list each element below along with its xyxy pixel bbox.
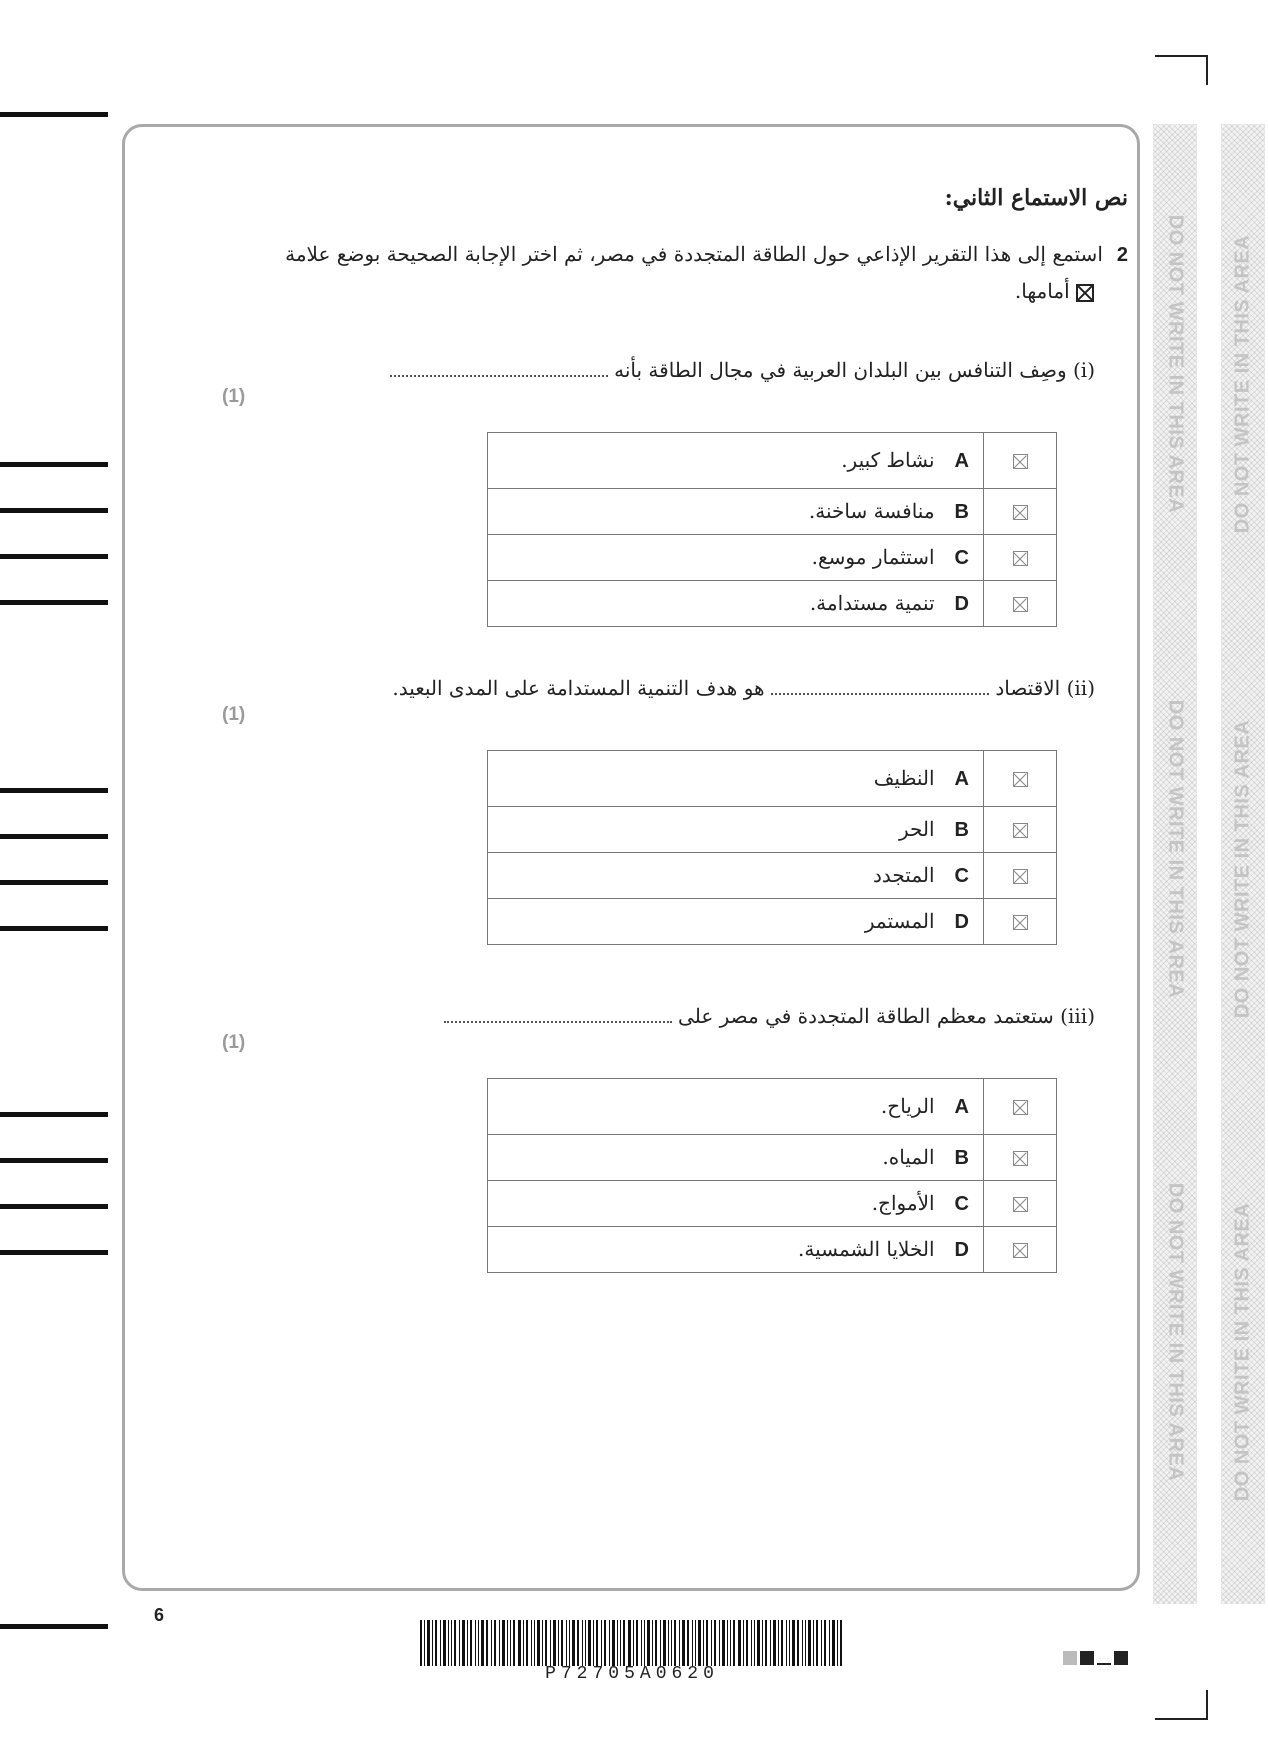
option-text-cell — [488, 535, 984, 581]
option-letter: B — [954, 1147, 969, 1169]
question-stem — [268, 236, 1128, 309]
option-text: نشاط كبير. — [841, 448, 935, 472]
no-write-strip-inner — [1153, 124, 1197, 1604]
option-text: منافسة ساخنة. — [808, 499, 935, 523]
option-row[interactable] — [488, 489, 1057, 535]
option-checkbox-cell[interactable] — [984, 853, 1057, 899]
crossed-box-icon[interactable] — [1013, 1100, 1028, 1115]
question-line-1 — [268, 236, 1128, 273]
part-iii-marks: (1) — [222, 1032, 246, 1053]
part-iii-options — [487, 1078, 1057, 1273]
crossed-box-icon[interactable] — [1013, 1243, 1028, 1258]
no-write-label: DO NOT WRITE IN THIS AREA — [1164, 699, 1187, 999]
no-write-label: DO NOT WRITE IN THIS AREA — [1231, 234, 1254, 534]
option-checkbox-cell[interactable] — [984, 899, 1057, 945]
option-text-cell — [488, 581, 984, 627]
section-heading: نص الاستماع الثاني: — [944, 185, 1128, 211]
option-letter: B — [954, 819, 969, 841]
option-checkbox-cell[interactable] — [984, 1227, 1057, 1273]
option-row[interactable] — [488, 1181, 1057, 1227]
margin-bar — [0, 1250, 108, 1255]
part-i-label: (i) — [1072, 358, 1095, 382]
question-line-1-text: استمع إلى هذا التقرير الإذاعي حول الطاقة المتجددة في مصر، ثم اختر الإجابة الصحيحة بوضع علامة — [285, 242, 1103, 266]
no-write-label: DO NOT WRITE IN THIS AREA — [1164, 1182, 1187, 1482]
margin-bar — [0, 1112, 108, 1117]
option-letter: A — [954, 768, 969, 790]
page-number: 6 — [154, 1605, 165, 1625]
part-ii-marks: (1) — [222, 704, 246, 725]
option-checkbox-cell[interactable] — [984, 535, 1057, 581]
option-row[interactable] — [488, 1079, 1057, 1135]
margin-bar — [0, 1204, 108, 1209]
question-number: 2 — [1116, 244, 1128, 266]
margin-bar — [0, 880, 108, 885]
barcode-number: P72705A0620 — [545, 1664, 719, 1684]
option-letter: D — [954, 1239, 969, 1261]
option-letter: A — [954, 1096, 969, 1118]
no-write-label: DO NOT WRITE IN THIS AREA — [1231, 1202, 1254, 1502]
option-text: استثمار موسع. — [811, 545, 935, 569]
part-i-marks: (1) — [222, 386, 246, 407]
option-row[interactable] — [488, 807, 1057, 853]
question-line-2 — [268, 273, 1128, 309]
option-letter: B — [954, 501, 969, 523]
crossed-box-icon[interactable] — [1013, 915, 1028, 930]
part-i-text: وصِف التنافس بين البلدان العربية في مجال الطاقة بأنه — [614, 358, 1067, 382]
crossed-box-icon[interactable] — [1013, 772, 1028, 787]
crop-mark — [1155, 55, 1207, 57]
option-checkbox-cell[interactable] — [984, 433, 1057, 489]
option-text: الأمواج. — [871, 1191, 935, 1215]
option-row[interactable] — [488, 1227, 1057, 1273]
option-text-cell — [488, 853, 984, 899]
part-i-options — [487, 432, 1057, 627]
barcode — [420, 1620, 844, 1666]
crossed-box-icon[interactable] — [1013, 551, 1028, 566]
option-text-cell — [488, 899, 984, 945]
crossed-box-icon — [1076, 284, 1094, 302]
no-write-label: DO NOT WRITE IN THIS AREA — [1164, 214, 1187, 514]
option-letter: C — [954, 547, 969, 569]
margin-bar — [0, 462, 108, 467]
question-line-2-text: أمامها. — [1014, 279, 1070, 303]
option-text: المياه. — [882, 1145, 935, 1169]
answer-blank — [771, 679, 989, 695]
crop-mark — [1206, 55, 1208, 85]
part-ii-prompt — [195, 670, 1095, 706]
option-row[interactable] — [488, 853, 1057, 899]
option-checkbox-cell[interactable] — [984, 489, 1057, 535]
option-row[interactable] — [488, 1135, 1057, 1181]
part-iii-label: (iii) — [1060, 1004, 1095, 1028]
option-checkbox-cell[interactable] — [984, 1181, 1057, 1227]
crossed-box-icon[interactable] — [1013, 505, 1028, 520]
option-text: النظيف — [873, 766, 935, 790]
part-ii-label: (ii) — [1066, 676, 1095, 700]
option-checkbox-cell[interactable] — [984, 1135, 1057, 1181]
option-text-cell — [488, 1135, 984, 1181]
option-checkbox-cell[interactable] — [984, 581, 1057, 627]
option-letter: D — [954, 911, 969, 933]
option-letter: C — [954, 1193, 969, 1215]
option-letter: C — [954, 865, 969, 887]
no-write-strip-outer — [1221, 124, 1265, 1604]
no-write-label: DO NOT WRITE IN THIS AREA — [1231, 719, 1254, 1019]
option-checkbox-cell[interactable] — [984, 807, 1057, 853]
option-checkbox-cell[interactable] — [984, 751, 1057, 807]
option-row[interactable] — [488, 581, 1057, 627]
option-checkbox-cell[interactable] — [984, 1079, 1057, 1135]
option-row[interactable] — [488, 433, 1057, 489]
option-letter: A — [954, 450, 969, 472]
part-ii-text-after: هو هدف التنمية المستدامة على المدى البعيد. — [392, 676, 765, 700]
crossed-box-icon[interactable] — [1013, 454, 1028, 469]
option-row[interactable] — [488, 535, 1057, 581]
option-text-cell — [488, 489, 984, 535]
part-iii-prompt — [195, 998, 1095, 1034]
answer-blank — [444, 1007, 672, 1023]
option-text: الرياح. — [880, 1094, 935, 1118]
answer-blank — [390, 361, 608, 377]
margin-bar — [0, 926, 108, 931]
crossed-box-icon[interactable] — [1013, 597, 1028, 612]
option-row[interactable] — [488, 899, 1057, 945]
crossed-box-icon[interactable] — [1013, 869, 1028, 884]
option-text-cell — [488, 1079, 984, 1135]
margin-bar — [0, 1158, 108, 1163]
option-letter: D — [954, 593, 969, 615]
option-text-cell — [488, 1181, 984, 1227]
option-text-cell — [488, 433, 984, 489]
option-text: المتجدد — [872, 863, 935, 887]
crop-mark — [1155, 1718, 1207, 1720]
part-iii-text: ستعتمد معظم الطاقة المتجددة في مصر على — [678, 1004, 1054, 1028]
option-text-cell — [488, 807, 984, 853]
margin-bar — [0, 834, 108, 839]
crossed-box-icon[interactable] — [1013, 1151, 1028, 1166]
option-row[interactable] — [488, 751, 1057, 807]
part-ii-text-before: الاقتصاد — [995, 676, 1061, 700]
part-i-prompt — [195, 352, 1095, 388]
option-text: الخلايا الشمسية. — [798, 1237, 935, 1261]
option-text: تنمية مستدامة. — [809, 591, 935, 615]
option-text: المستمر — [864, 909, 935, 933]
option-text-cell — [488, 1227, 984, 1273]
part-ii-options — [487, 750, 1057, 945]
margin-bar — [0, 508, 108, 513]
margin-bar — [0, 1624, 108, 1629]
registration-marks — [1063, 1646, 1131, 1665]
margin-bar — [0, 788, 108, 793]
crop-mark — [1206, 1690, 1208, 1720]
crossed-box-icon[interactable] — [1013, 823, 1028, 838]
margin-bar — [0, 600, 108, 605]
margin-bar — [0, 554, 108, 559]
option-text: الحر — [898, 817, 935, 841]
margin-bar — [0, 112, 108, 117]
crossed-box-icon[interactable] — [1013, 1197, 1028, 1212]
option-text-cell — [488, 751, 984, 807]
